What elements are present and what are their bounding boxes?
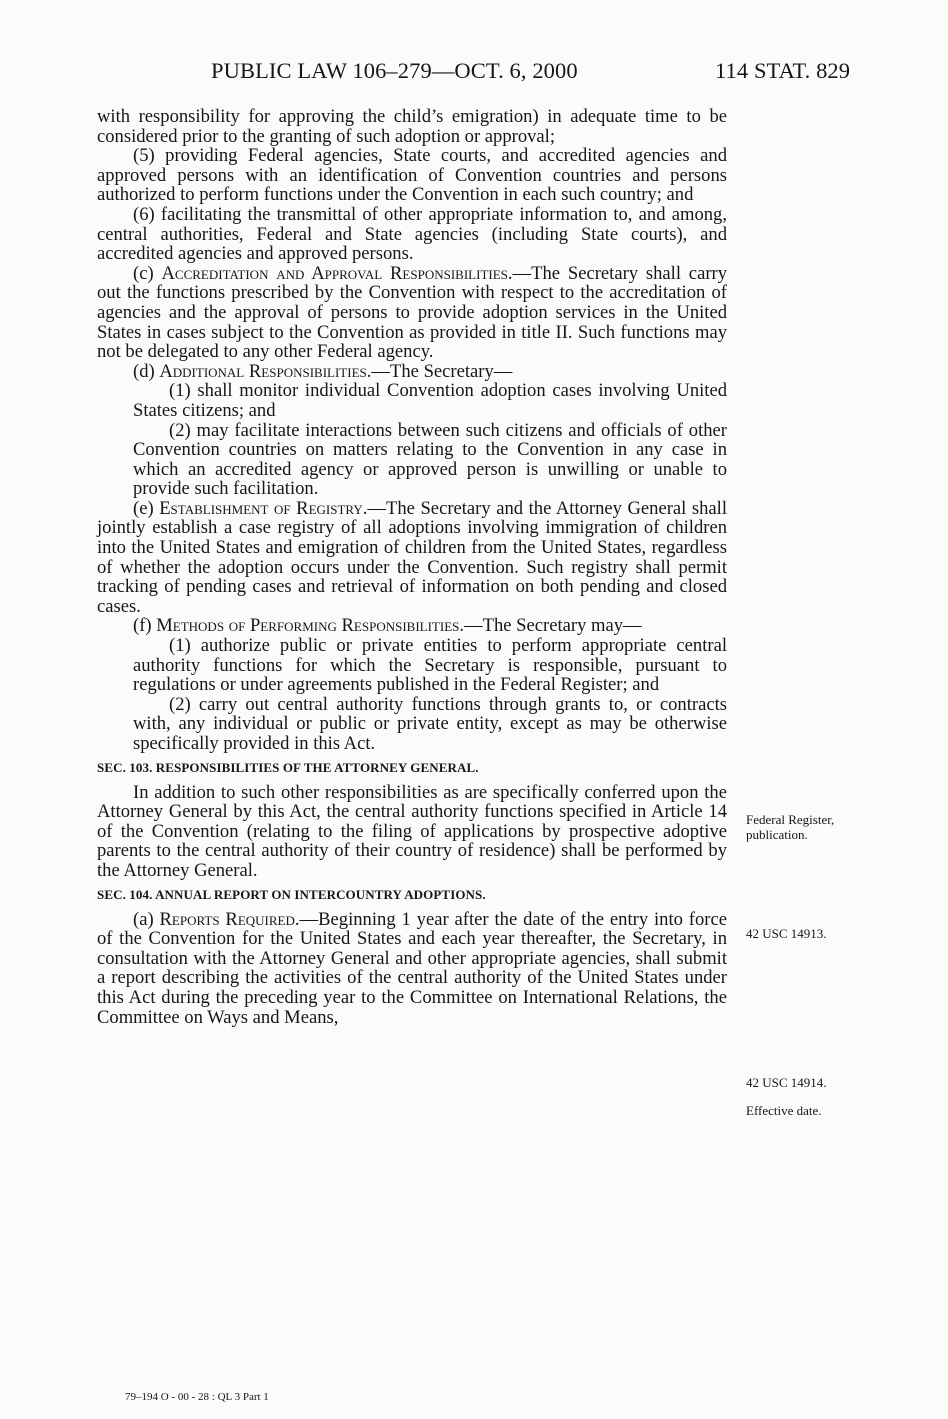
sidenote-effective-date: Effective date.: [746, 1103, 822, 1118]
section-103-heading: SEC. 103. RESPONSIBILITIES OF THE ATTORNEY GENERAL.: [97, 759, 479, 775]
paragraph-b5: (5) providing Federal agencies, State courts, and accredited agencies and approved persons with an identification of Convention countries and persons authorized to perform functions under the Convention in each such country; and: [97, 145, 727, 206]
subsection-104a-label: (a): [133, 908, 154, 930]
subsection-f-heading: Methods of Performing Responsibilities: [156, 615, 460, 637]
subsection-e-text: The Secretary and the Attorney General shall jointly establish a case registry of all adoptions involving immigration of children into the United States and emigration of children from the United States, regardless of whether the adoption occurs under the Convention. Such registry shall permit tracking of pending cases and retrieval of information on both pending and closed cases.: [97, 497, 727, 617]
running-header-title: PUBLIC LAW 106–279—OCT. 6, 2000: [211, 58, 578, 83]
sidenote-usc-14913: 42 USC 14913.: [746, 926, 827, 941]
subsection-104a-heading: Reports Required: [159, 908, 295, 930]
paragraph-continued: with responsibility for approving the child’s emigration) in adequate time to be considered prior to the granting of such adoption or approval;: [97, 106, 727, 147]
paragraph-f2: (2) carry out central authority functions through grants to, or contracts with, any individual or public or private entity, except as may be otherwise specifically provided in this Act.: [133, 693, 727, 754]
sidenote-federal-register-line2: publication.: [746, 827, 808, 842]
subsection-d: (d) Additional Responsibilities.—The Secretary—: [133, 360, 513, 382]
subsection-c-label: (c): [133, 262, 154, 284]
subsection-d-text: The Secretary—: [390, 360, 513, 382]
section-104-heading: SEC. 104. ANNUAL REPORT ON INTERCOUNTRY ADOPTIONS.: [97, 886, 486, 902]
subsection-f-label: (f): [133, 615, 152, 637]
subsection-e-label: (e): [133, 497, 154, 519]
paragraph-f1: (1) authorize public or private entities to perform appropriate central authority functions for which the Secretary is responsible, pursuant to regulations or under agreements published in the Federal Register; and: [133, 635, 727, 696]
subsection-e: (e) Establishment of Registry.—The Secretary and the Attorney General shall jointly establish a case registry of all adoptions involving immigration of children into the United States and emigration of children from the United States, regardless of whether the adoption occurs under the Convention. Such registry shall permit tracking of pending cases and retrieval of information on both pending and closed cases.: [97, 497, 727, 617]
subsection-d-label: (d): [133, 360, 155, 382]
running-header-page-number: 114 STAT. 829: [715, 58, 851, 83]
sidenote-federal-register: [746, 812, 834, 842]
subsection-e-heading: Establishment of Registry: [159, 497, 363, 519]
sidenote-usc-14914: 42 USC 14914.: [746, 1075, 827, 1090]
subsection-d-heading: Additional Responsibilities: [159, 360, 367, 382]
paragraph-d1: (1) shall monitor individual Convention adoption cases involving United States citizens; and: [133, 380, 727, 421]
section-103-text: In addition to such other responsibilities as are specifically conferred upon the Attorney General by this Act, the central authority functions specified in Article 14 of the Convention (relating to the filing of applications by prospective adoptive parents to the central authority of their country of residence) shall be performed by the Attorney General.: [97, 781, 727, 881]
paragraph-d2: (2) may facilitate interactions between such citizens and officials of other Convention countries on matters relating to the Convention in any case in which an accredited agency or approved person is unwilling or unable to provide such facilitation.: [133, 419, 727, 500]
subsection-c-heading: Accreditation and Approval Responsibilities: [161, 262, 508, 284]
subsection-c-text: The Secretary shall carry out the functions prescribed by the Convention with respect to the accreditation of agencies and the approval of persons to provide adoption services in the United States in cases subject to the Convention as provided in title II. Such functions may not be delegated to any other Federal agency.: [97, 262, 727, 363]
subsection-104a-text: Beginning 1 year after the date of the entry into force of the Convention for the United States and each year thereafter, the Secretary, in consultation with the Attorney General and other appropriate agencies, shall submit a report describing the activities of the central authority of the United States under this Act during the preceding year to the Committee on International Relations, the Committee on Ways and Means,: [97, 908, 727, 1028]
print-code-footer: 79–194 O - 00 - 28 : QL 3 Part 1: [125, 1391, 269, 1403]
sidenote-federal-register-line1: Federal Register,: [746, 812, 835, 827]
paragraph-b6: (6) facilitating the transmittal of other appropriate information to, and among, central authorities, Federal and State agencies (including State courts), and accredited agencies and approved persons.: [97, 203, 727, 265]
subsection-104a: (a) Reports Required.—Beginning 1 year after the date of the entry into force of the Convention for the United States and each year thereafter, the Secretary, in consultation with the Attorney General and other appropriate agencies, shall submit a report describing the activities of the central authority of the United States under this Act during the preceding year to the Committee on International Relations, the Committee on Ways and Means,: [97, 908, 727, 1028]
subsection-f: (f) Methods of Performing Responsibilities.—The Secretary may—: [133, 615, 642, 637]
statute-text: [97, 107, 727, 1027]
subsection-c: (c) Accreditation and Approval Responsibilities.—The Secretary shall carry out the functions prescribed by the Convention with respect to the accreditation of agencies and the approval of persons to provide adoption services in the United States in cases subject to the Convention as provided in title II. Such functions may not be delegated to any other Federal agency.: [97, 262, 727, 363]
subsection-f-text: The Secretary may—: [482, 615, 642, 637]
